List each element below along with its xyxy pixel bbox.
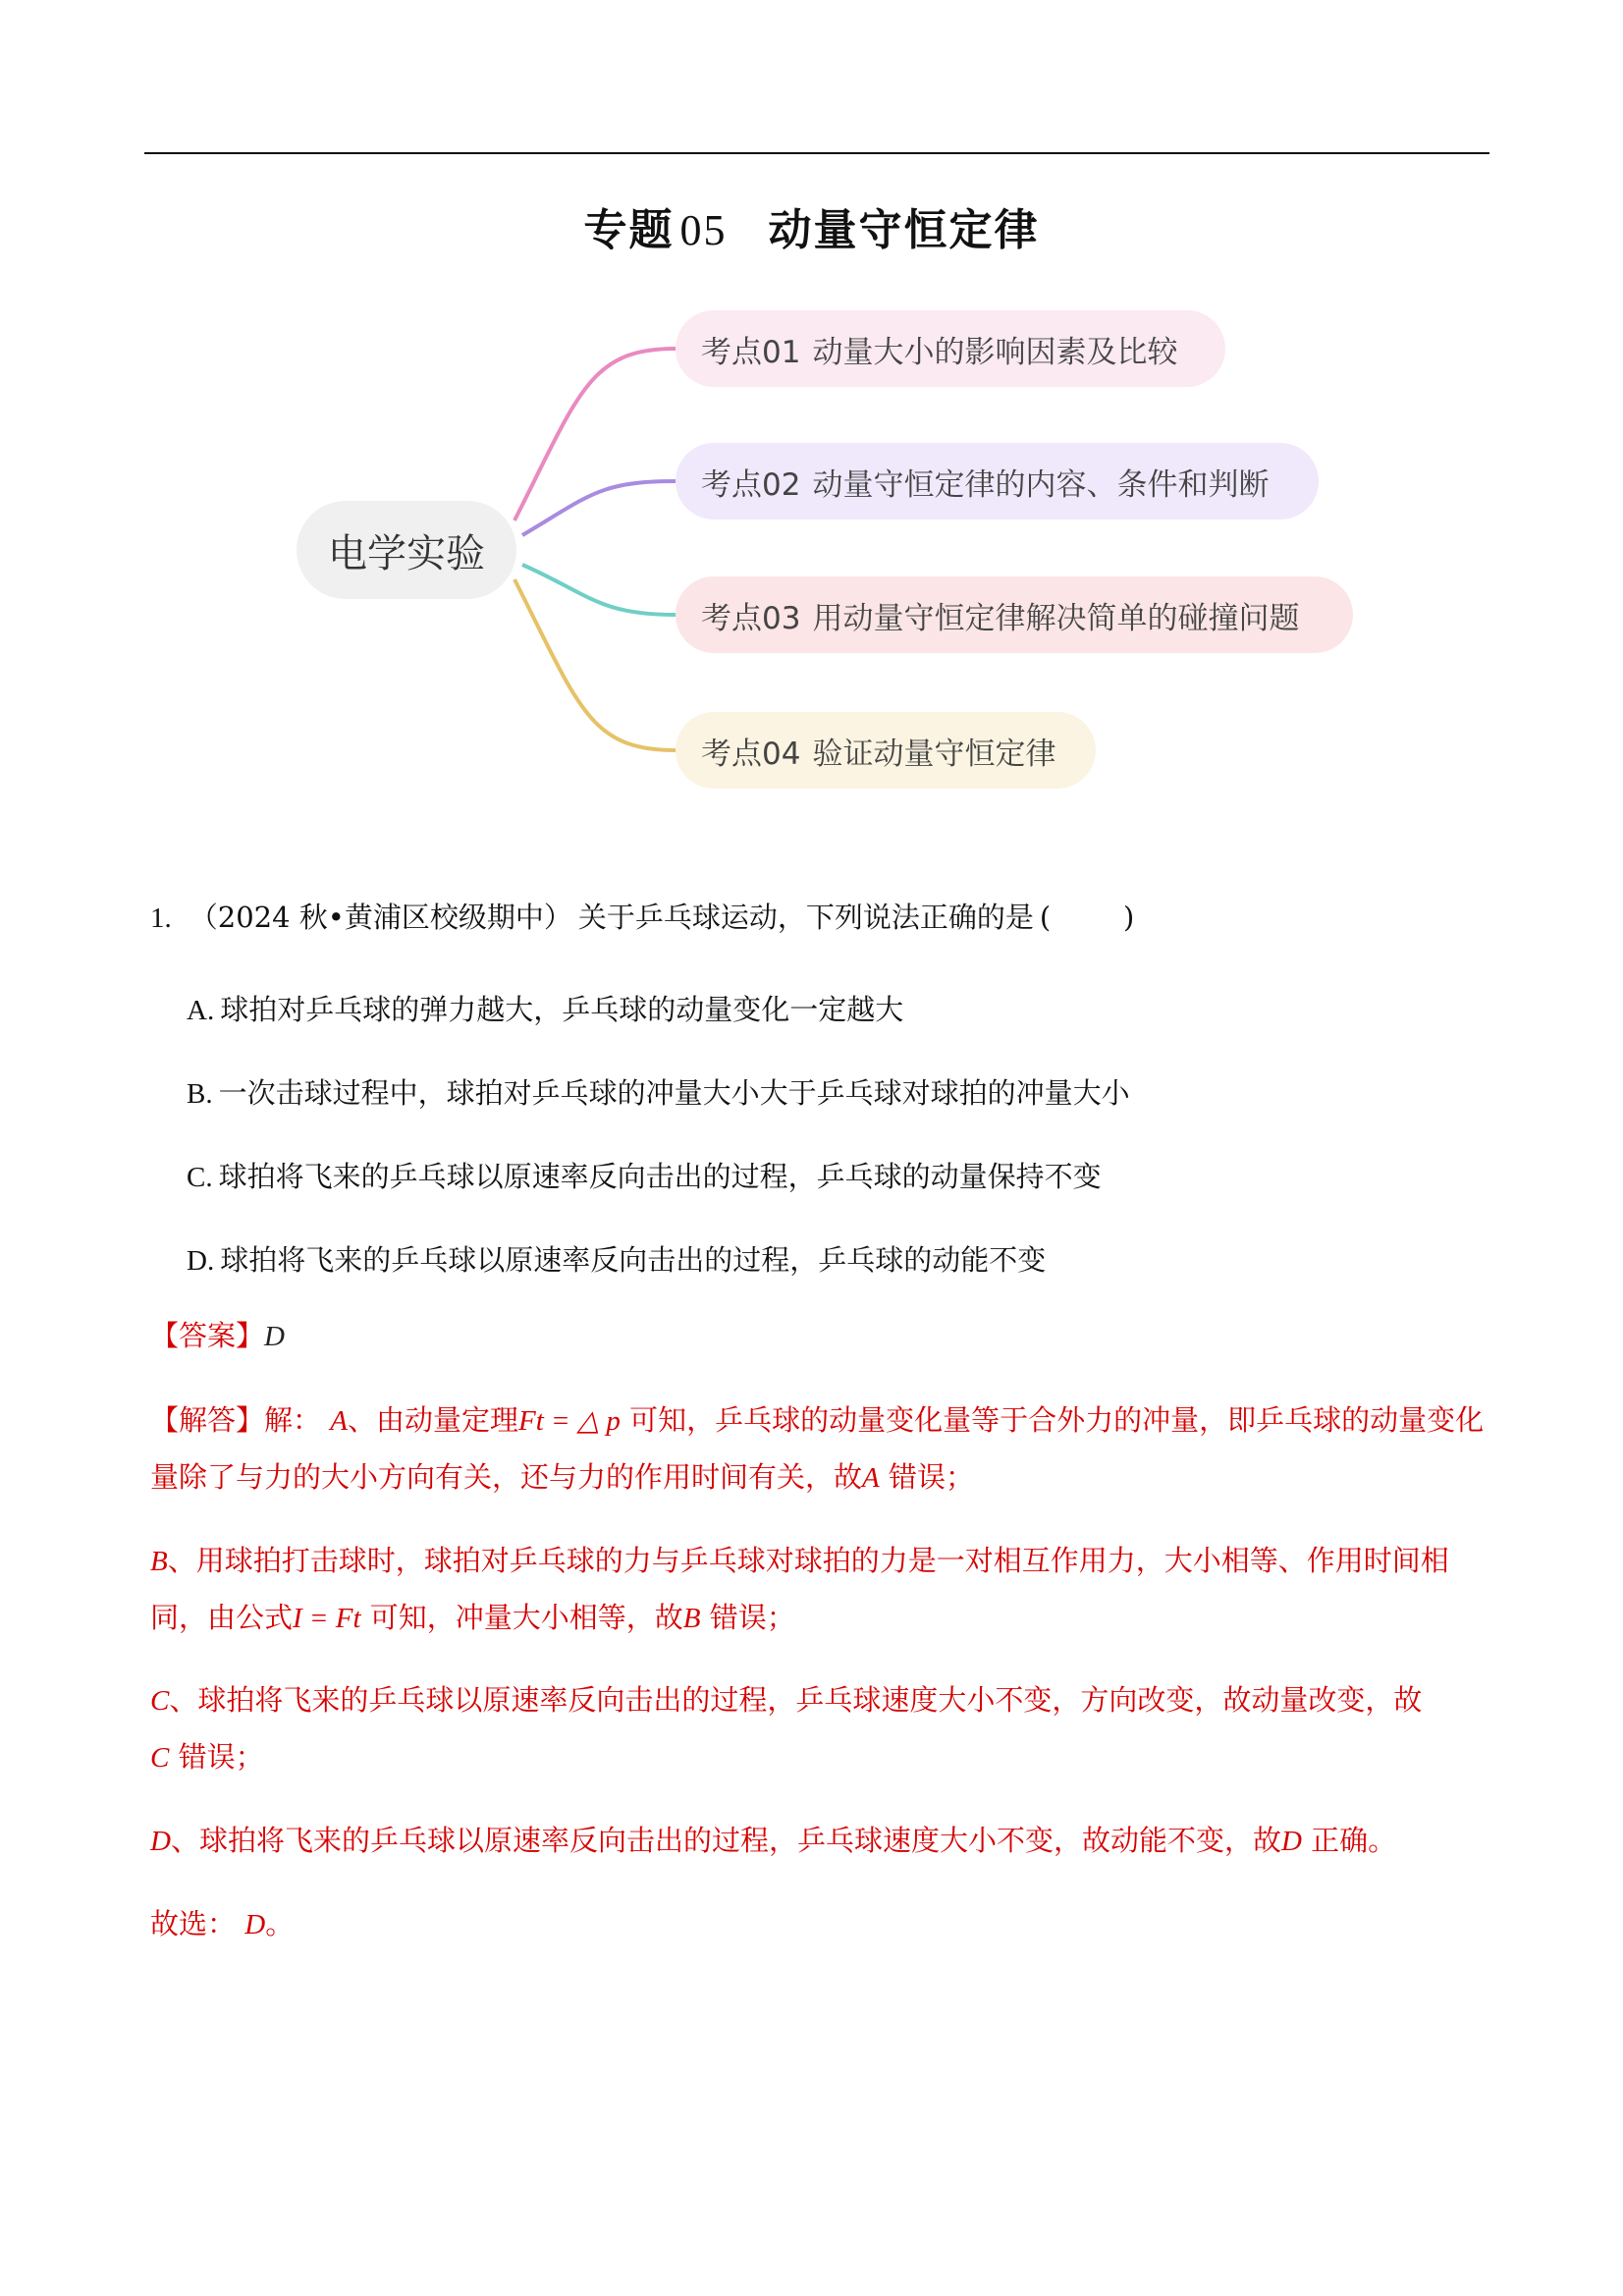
part-text: 正确。 [1311, 1824, 1397, 1857]
solution-part-d [150, 1813, 1495, 1870]
mind-map-branch-4 [676, 712, 1096, 789]
title-prefix: 专题 [583, 205, 675, 255]
mind-map-branch-1 [676, 310, 1225, 387]
solution-intro: 解： [264, 1403, 322, 1437]
final-value: D [244, 1909, 266, 1941]
option-letter: C. [187, 1162, 213, 1193]
option-letter: A. [187, 995, 215, 1026]
option-a [187, 988, 903, 1028]
part-text: 可知，冲量大小相等，故 [369, 1601, 683, 1634]
formula: I = Ft [293, 1603, 361, 1634]
mind-map-branch-3 [676, 576, 1353, 653]
branch-code: 考点01 [701, 334, 801, 370]
question-source: （2024 秋•黄浦区校级期中） [189, 901, 572, 934]
option-c [187, 1155, 1102, 1195]
final-choice [150, 1896, 1495, 1953]
question-number: 1. [150, 902, 172, 934]
option-text: 球拍将飞来的乒乓球以原速率反向击出的过程，乒乓球的动能不变 [220, 1243, 1047, 1277]
connector-2 [522, 481, 676, 535]
answer-value: D [264, 1321, 285, 1352]
option-letter: B. [187, 1078, 213, 1110]
answer-line [150, 1308, 285, 1365]
option-text: 球拍将飞来的乒乓球以原速率反向击出的过程，乒乓球的动量保持不变 [218, 1160, 1102, 1193]
title-number: 05 [679, 206, 728, 254]
part-ref: C [150, 1742, 170, 1774]
branch-text: 验证动量守恒定律 [812, 736, 1056, 772]
answer-blank: ( ) [1039, 901, 1135, 934]
part-letter: B [150, 1546, 168, 1577]
option-text: 球拍对乒乓球的弹力越大，乒乓球的动量变化一定越大 [220, 993, 904, 1026]
final-label: 故选： [150, 1907, 237, 1941]
mind-map-branch-2 [676, 443, 1319, 519]
part-text: 错误； [888, 1460, 974, 1494]
part-letter: A [330, 1405, 348, 1437]
part-text: 、球拍将飞来的乒乓球以原速率反向击出的过程，乒乓球速度大小不变，故动能不变，故 [170, 1824, 1281, 1857]
part-ref: D [1280, 1826, 1302, 1857]
part-ref: A [862, 1462, 880, 1494]
mind-map-connectors [0, 0, 1623, 805]
solution-part-a [150, 1393, 1495, 1506]
connector-3 [522, 565, 676, 615]
part-text: 、用球拍打击球时，球拍对乒乓球的力与乒乓球对球拍的力是一对相互作用力，大小相等、作用时间相同，由公式 [150, 1544, 1449, 1634]
answer-label: 【答案】 [150, 1319, 265, 1352]
title-name: 动量守恒定律 [768, 205, 1040, 255]
part-text: 、由动量定理 [347, 1403, 518, 1437]
option-d [187, 1238, 1046, 1279]
branch-code: 考点02 [701, 466, 801, 503]
part-letter: D [150, 1826, 171, 1857]
part-letter: C [150, 1685, 170, 1717]
solution-part-c [150, 1672, 1495, 1786]
branch-text: 动量大小的影响因素及比较 [812, 334, 1178, 370]
question-stem [150, 896, 1134, 936]
branch-text: 用动量守恒定律解决简单的碰撞问题 [812, 600, 1300, 636]
option-letter: D. [187, 1245, 215, 1277]
question-text: 关于乒乓球运动，下列说法正确的是 [577, 901, 1034, 934]
part-text: 错误； [178, 1740, 264, 1774]
mind-map [0, 0, 1623, 805]
connector-4 [514, 579, 676, 750]
solution-part-b [150, 1533, 1495, 1647]
part-text: 错误； [709, 1601, 795, 1634]
part-text: 、球拍将飞来的乒乓球以原速率反向击出的过程，乒乓球速度大小不变，方向改变，故动量改变，故 [169, 1683, 1423, 1717]
mind-map-root: 电学实验 [297, 501, 516, 599]
part-ref: B [682, 1603, 701, 1634]
formula: Ft = △ p [517, 1405, 621, 1437]
final-end: 。 [265, 1907, 295, 1941]
solution-label: 【解答】 [150, 1403, 265, 1437]
part-text: 可知，乒乓球的动量变化量等于合外力的冲量，即乒乓球的动量变化量除了与力的大小方向有关，还与力的作用时间有关，故 [150, 1403, 1485, 1494]
branch-text: 动量守恒定律的内容、条件和判断 [812, 466, 1270, 503]
option-b [187, 1071, 1130, 1112]
option-text: 一次击球过程中，球拍对乒乓球的冲量大小大于乒乓球对球拍的冲量大小 [218, 1076, 1130, 1110]
branch-code: 考点03 [701, 600, 801, 636]
branch-code: 考点04 [701, 736, 801, 772]
